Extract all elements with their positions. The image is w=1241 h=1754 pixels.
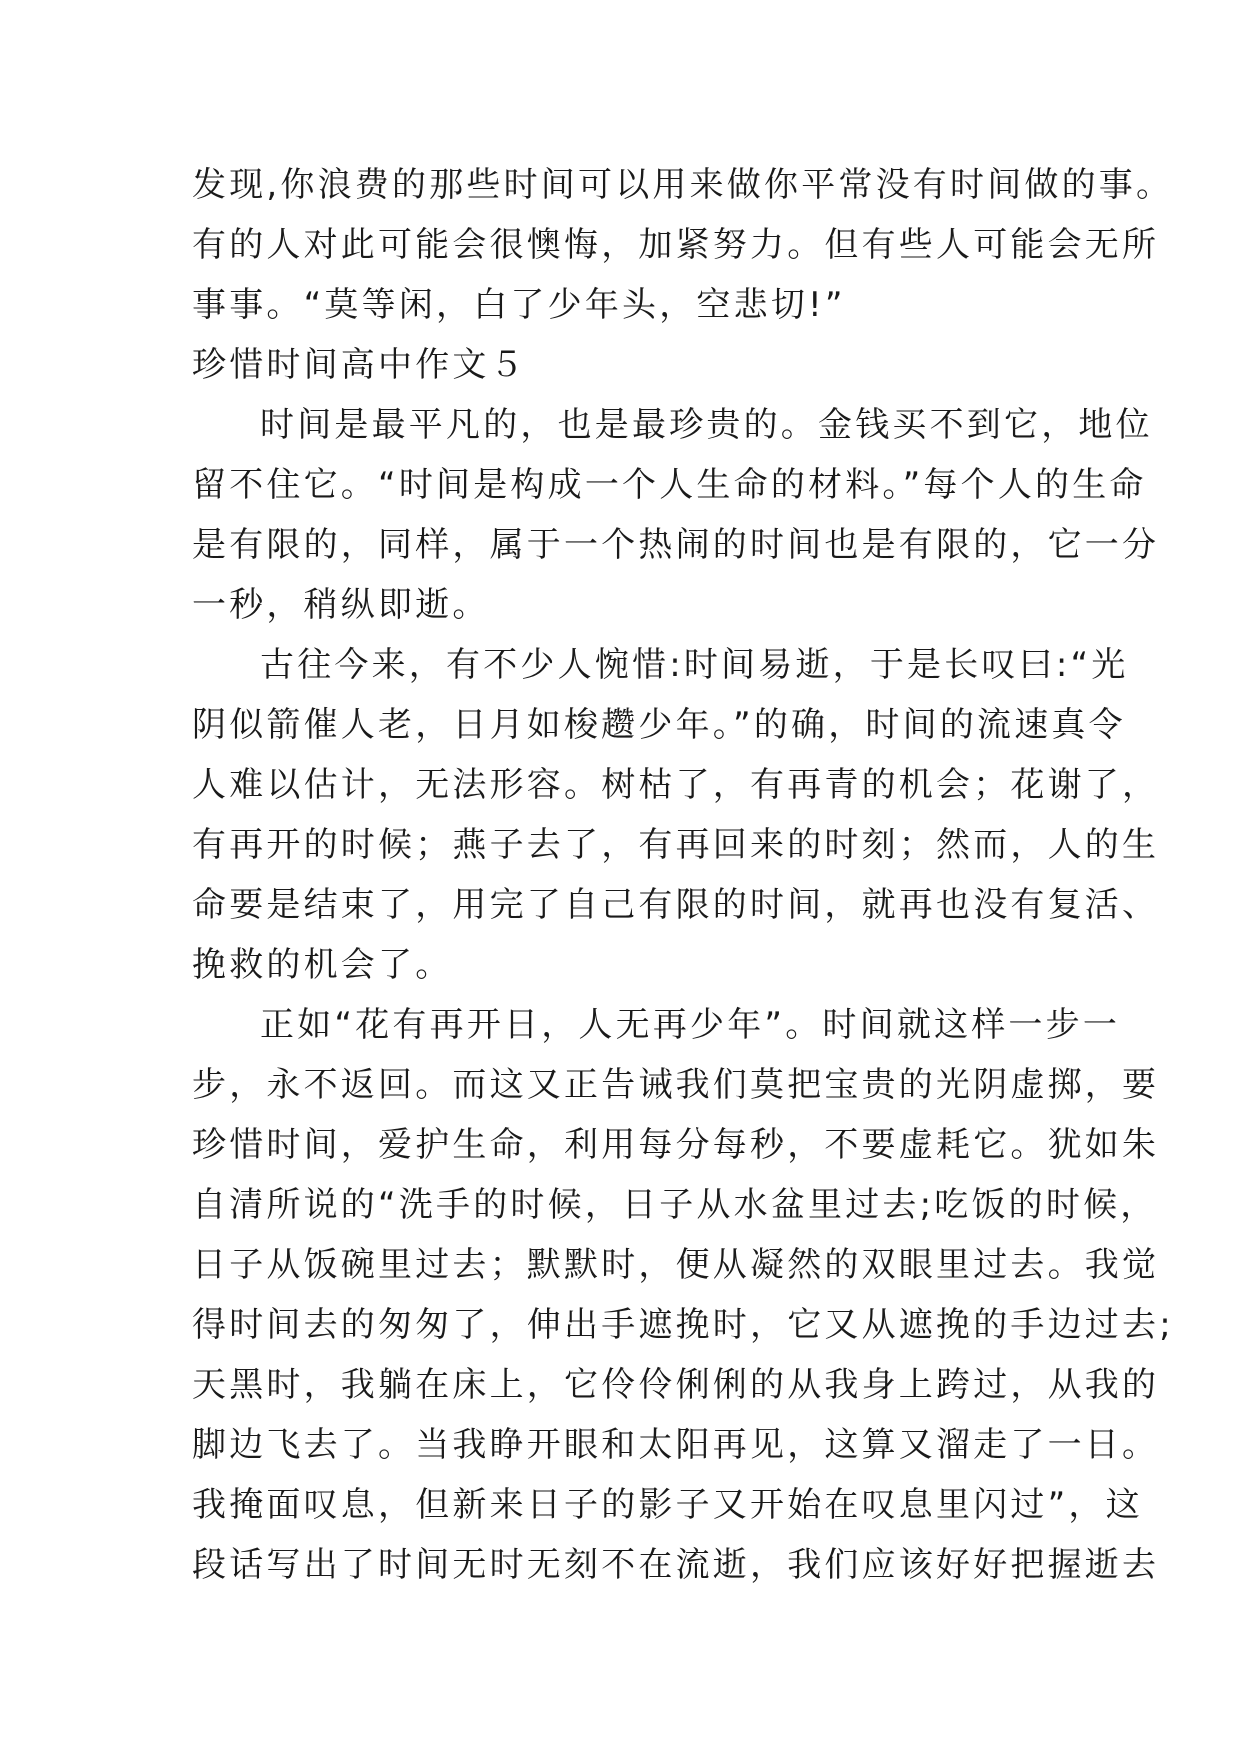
text-line: 有再开的时候；燕子去了，有再回来的时刻；然而，人的生 (192, 825, 1160, 865)
text-line: 留不住它。“时间是构成一个人生命的材料。”每个人的生命 (192, 465, 1147, 505)
text-line: 发现,你浪费的那些时间可以用来做你平常没有时间做的事。 (192, 165, 1174, 205)
text-line: 日子从饭碗里过去；默默时，便从凝然的双眼里过去。我觉 (192, 1245, 1160, 1285)
text-line: 珍惜时间，爱护生命，利用每分每秒，不要虚耗它。犹如朱 (192, 1125, 1160, 1165)
text-line: 脚边飞去了。当我睁开眼和太阳再见，这算又溜走了一日。 (192, 1425, 1160, 1465)
text-line: 步，永不返回。而这又正告诫我们莫把宝贵的光阴虚掷，要 (192, 1065, 1160, 1105)
text-line: 是有限的，同样，属于一个热闹的时间也是有限的，它一分 (192, 525, 1160, 565)
text-line: 人难以估计，无法形容。树枯了，有再青的机会；花谢了， (192, 765, 1160, 805)
text-line: 阴似箭催人老，日月如梭趱少年。”的确，时间的流速真令 (192, 705, 1126, 745)
text-line: 得时间去的匆匆了，伸出手遮挽时，它又从遮挽的手边过去; (192, 1305, 1174, 1345)
section-heading: 珍惜时间高中作文５ (192, 345, 527, 385)
text-line: 有的人对此可能会很懊悔，加紧努力。但有些人可能会无所 (192, 225, 1160, 265)
text-line: 自清所说的“洗手的时候，日子从水盆里过去;吃饭的时候， (192, 1185, 1158, 1225)
essay-text (192, 155, 1174, 1595)
text-line: 事事。“莫等闲，白了少年头，空悲切!” (192, 285, 846, 325)
text-line: 我掩面叹息，但新来日子的影子又开始在叹息里闪过”，这 (192, 1485, 1143, 1525)
text-line: 挽救的机会了。 (192, 945, 453, 985)
text-line: 时间是最平凡的，也是最珍贵的。金钱买不到它，地位 (260, 405, 1153, 445)
text-line: 命要是结束了，用完了自己有限的时间，就再也没有复活、 (192, 885, 1160, 925)
text-line: 天黑时，我躺在床上，它伶伶俐俐的从我身上跨过，从我的 (192, 1365, 1160, 1405)
text-line: 正如“花有再开日，人无再少年”。时间就这样一步一 (260, 1005, 1121, 1045)
text-line: 段话写出了时间无时无刻不在流逝，我们应该好好把握逝去 (192, 1545, 1160, 1585)
text-line: 一秒，稍纵即逝。 (192, 585, 490, 625)
text-line: 古往今来，有不少人惋惜:时间易逝，于是长叹曰:“光 (260, 645, 1129, 685)
